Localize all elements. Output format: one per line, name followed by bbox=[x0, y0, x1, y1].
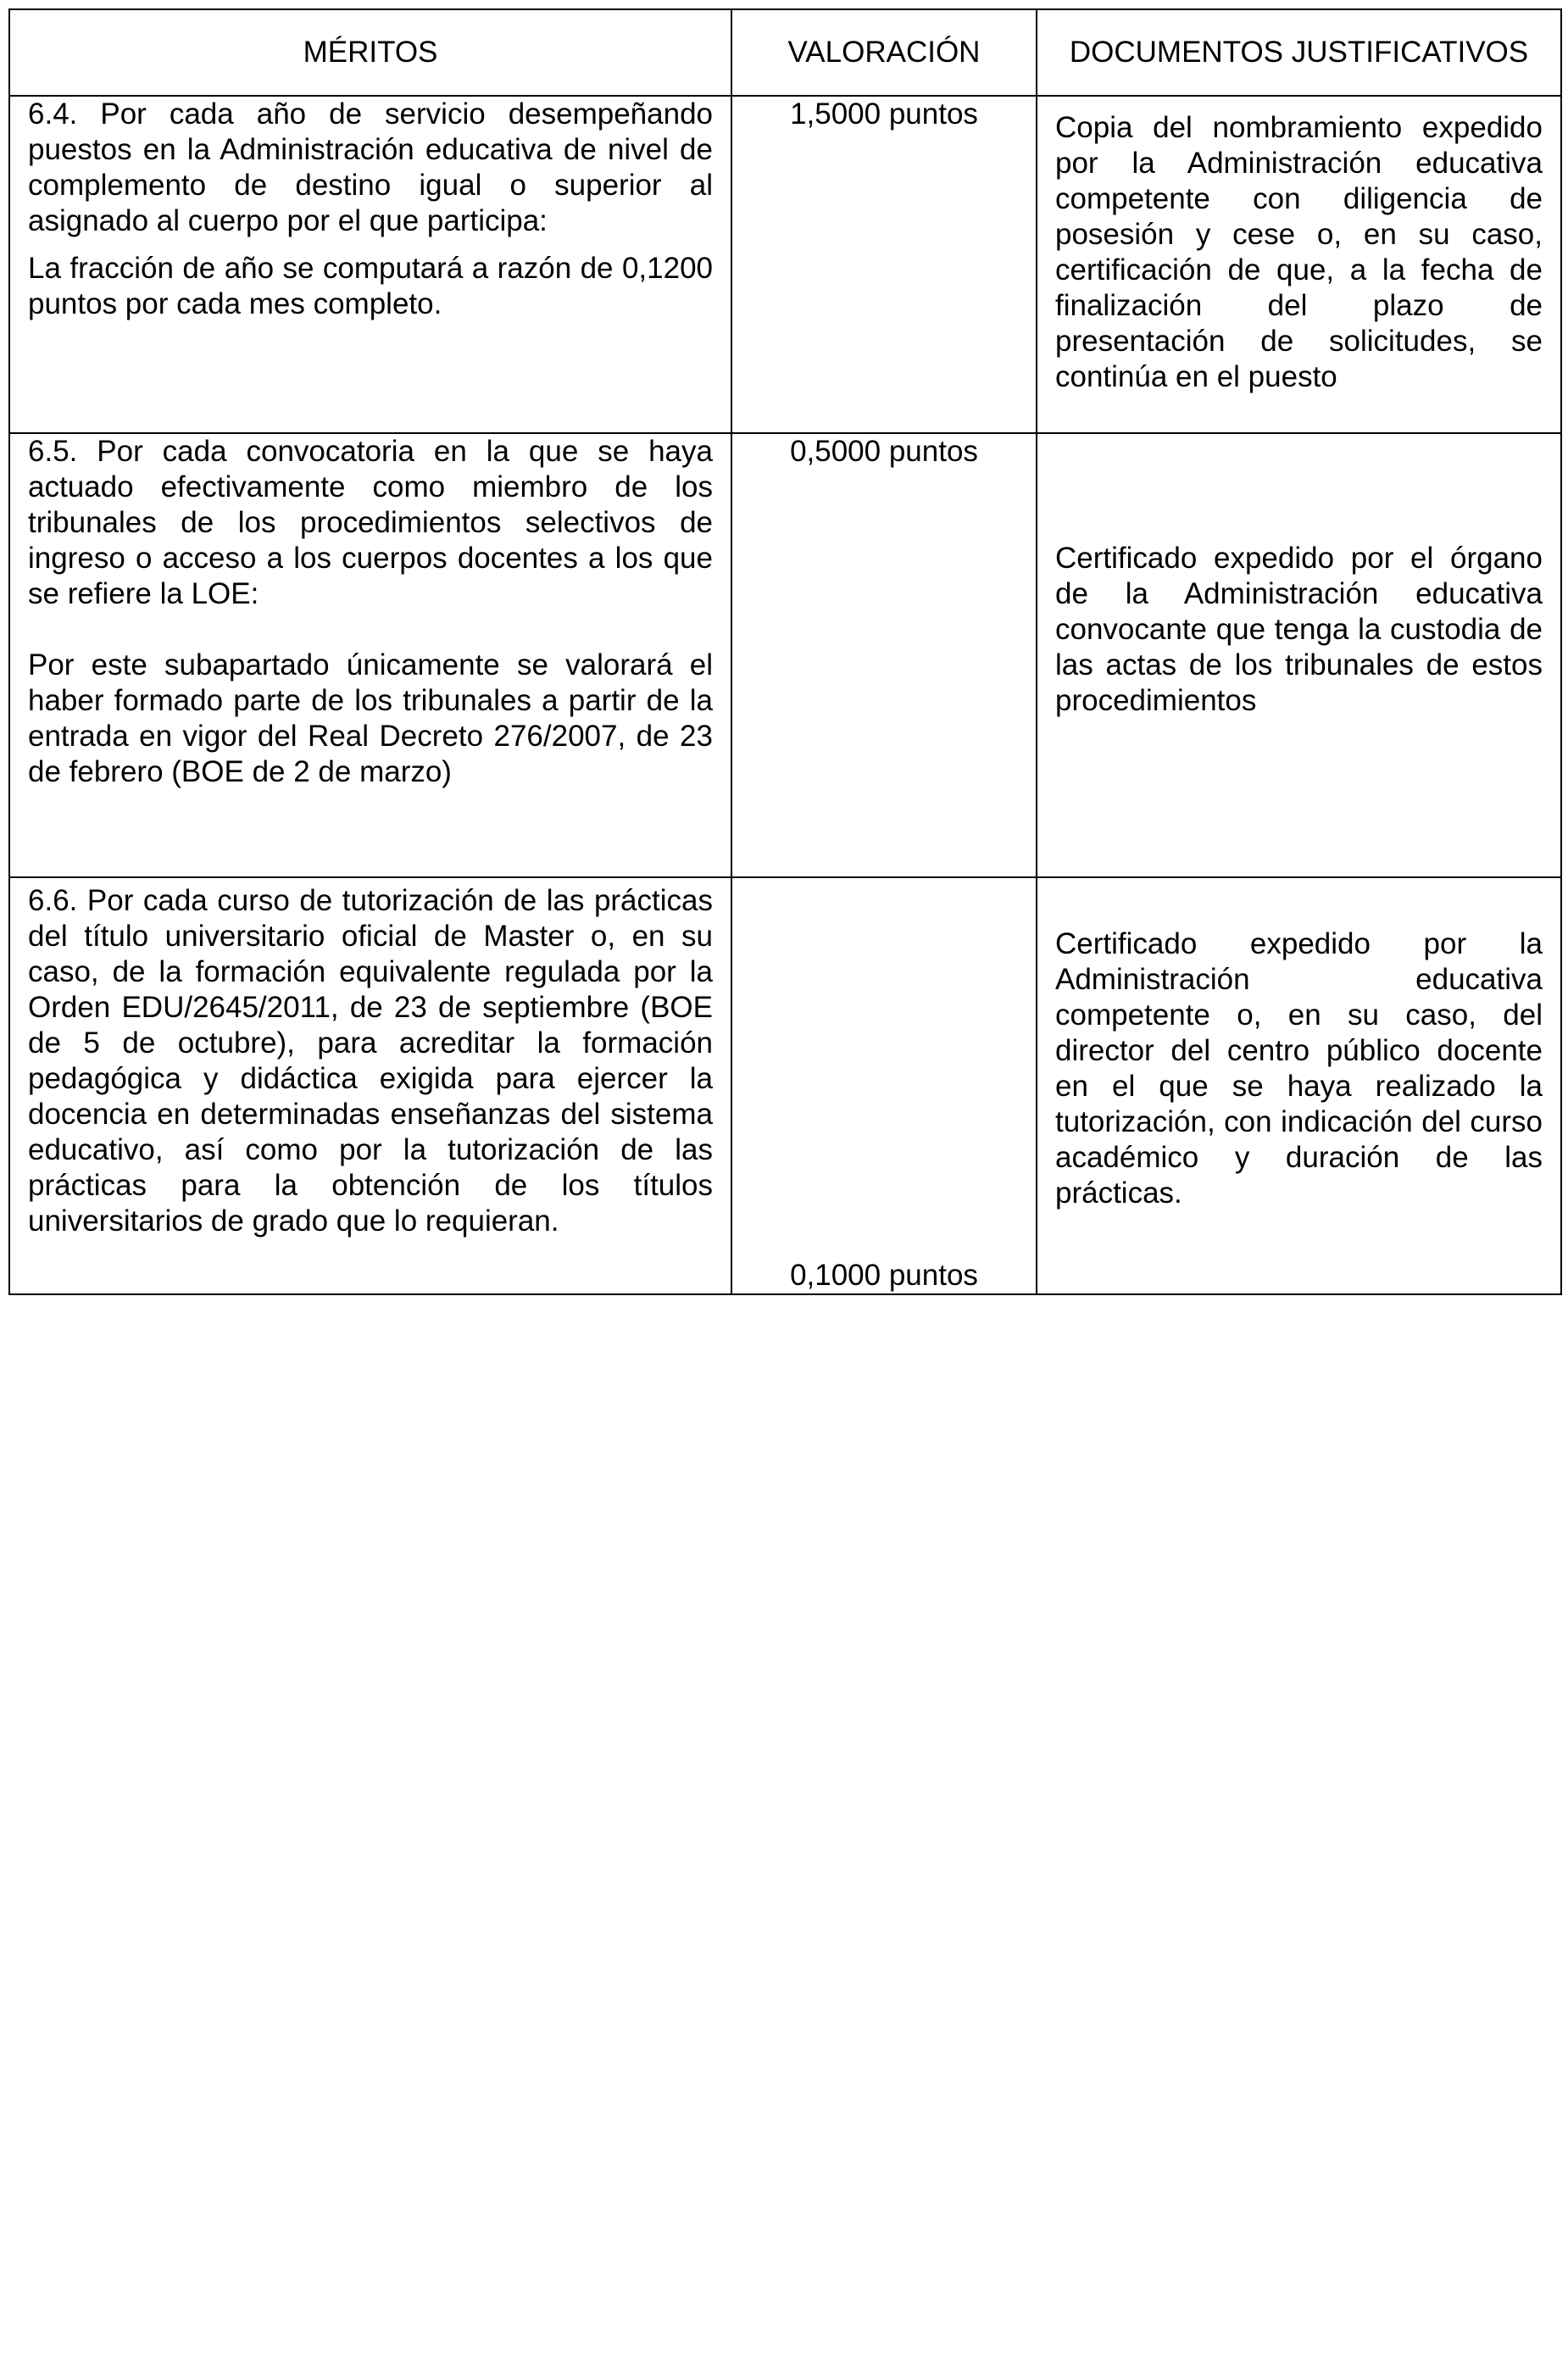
value-cell: 0,5000 puntos bbox=[731, 433, 1037, 877]
merit-paragraph: Por este subapartado únicamente se valorará el haber formado parte de los tribunales a partir de la entrada en vigor del Real Decreto 276/2007, de 23 de febrero (BOE de 2 de marzo) bbox=[28, 648, 713, 788]
header-row bbox=[9, 9, 1561, 96]
merit-paragraph: 6.4. Por cada año de servicio desempeñando puestos en la Administración educativa de nivel de complemento de destino igual o superior al asignado al cuerpo por el que participa: bbox=[28, 97, 713, 237]
merit-paragraph: La fracción de año se computará a razón de 0,1200 puntos por cada mes completo. bbox=[28, 252, 713, 320]
table-row bbox=[9, 877, 1561, 1294]
table-row bbox=[9, 96, 1561, 433]
merit-cell bbox=[9, 433, 731, 877]
merit-cell bbox=[9, 96, 731, 433]
merits-table bbox=[8, 8, 1562, 1295]
header-documentos: DOCUMENTOS JUSTIFICATIVOS bbox=[1037, 9, 1561, 96]
documents-text: Copia del nombramiento expedido por la Administración educativa competente con diligencia de posesión y cese o, en su caso, certificación de que, a la fecha de finalización del plazo de presentación de solicitudes, se continúa en el puesto bbox=[1055, 111, 1543, 393]
header-meritos: MÉRITOS bbox=[9, 9, 731, 96]
documents-cell bbox=[1037, 433, 1561, 877]
table-body bbox=[9, 96, 1561, 1294]
merit-cell bbox=[9, 877, 731, 1294]
merit-paragraph: 6.5. Por cada convocatoria en la que se haya actuado efectivamente como miembro de los tribunales de los procedimientos selectivos de ingreso o acceso a los cuerpos docentes a los que se refiere la LOE: bbox=[28, 435, 713, 610]
value-cell: 1,5000 puntos bbox=[731, 96, 1037, 433]
merit-paragraph: 6.6. Por cada curso de tutorización de las prácticas del título universitario oficial de Master o, en su caso, de la formación equivalente regulada por la Orden EDU/2645/2011, de 23 de septiembre (BOE de 5 de octubre), para acreditar la formación pedagógica y didáctica exigida para ejercer la docencia en determinadas enseñanzas del sistema educativo, así como por la tutorización de las prácticas para la obtención de los títulos universitarios de grado que lo requieran. bbox=[28, 884, 713, 1238]
value-cell: 0,1000 puntos bbox=[731, 877, 1037, 1294]
header-valoracion: VALORACIÓN bbox=[731, 9, 1037, 96]
documents-text: Certificado expedido por el órgano de la Administración educativa convocante que tenga la custodia de las actas de los tribunales de estos procedimientos bbox=[1055, 542, 1543, 717]
table-row bbox=[9, 433, 1561, 877]
documents-cell bbox=[1037, 877, 1561, 1294]
table-header bbox=[9, 9, 1561, 96]
documents-text: Certificado expedido por la Administración educativa competente o, en su caso, del director del centro público docente en el que se haya realizado la tutorización, con indicación del curso académico y duración de las prácticas. bbox=[1055, 927, 1543, 1210]
documents-cell bbox=[1037, 96, 1561, 433]
